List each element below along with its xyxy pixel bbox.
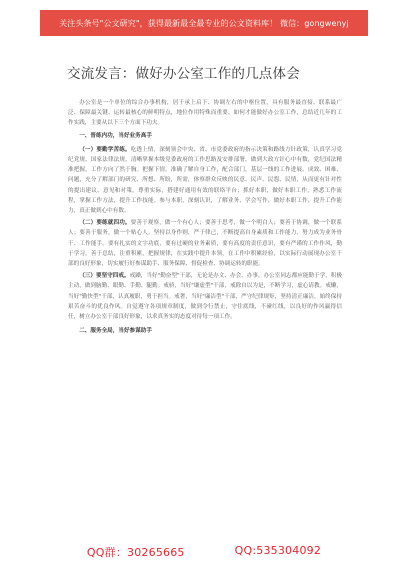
paragraph-2 — [68, 218, 342, 269]
paragraph-2-lead: （二）要练就四功。 — [79, 220, 131, 227]
paragraph-1 — [68, 145, 342, 216]
paragraph-1-text: 吃透上情，深刻领会中央、省、市党委政府的指示决策和路线方针政策，认真学习党纪党规、国家法律法规，清晰掌握本级党委政府的工作思路及安排部署，做到大政方针心中有数，党纪国法精准把握，工作方向了然于胸。把握下情，准确了解自身工作，配合部门，基层一线的工作进展、成效、困难、问题，充分了解部门的研究、所想、所盼，所需，体察群众反映的民意、民声、民怨、民情，从而更有针对性的提出建议、意见和对策。尊重实际，搭建好通用有效的联络平台；抓好本职，做好本职工作，熟悉工作流程，掌握工作方法，提升工作技能。参与本职，深刻认识，了解业务，学会写作，做好本职工作，提升工作能力，真正做到心中有数。 — [68, 146, 342, 215]
footer-qq-group: QQ群：30265665 — [86, 546, 185, 559]
article-body — [68, 98, 342, 340]
intro-paragraph: 办公室是一个单位的综合办事机构，居于承上启下、协调左右的中枢位置，具有服务最直接、联系最广泛、保障最关键、运转最核心的鲜明特点，地位作用特殊而重要。如何才能做好办公室工作，总结近几年的工作实践，主要从以下三个方面下功夫。 — [68, 100, 342, 127]
paragraph-3-lead: （三）要坚守四戒。 — [79, 273, 130, 280]
section-heading-2: 二、服务全局，当好参谋助手 — [79, 328, 152, 335]
promo-banner-text: 关注头条号"公文研究"，获得最新最全最专业的公文资料库！ 微信：gongwenyj — [59, 18, 349, 28]
paragraph-2-text: 要善于观察，做一个有心人；要善于思考，做一个明白人；要善于协调，做一个联系人；要善于服务，做一个贴心人。坚持以身作则，严于律己，不断提高自身素质和工作能力，努力成为业务骨干、工作能手。要有扎实的文字功底，要有过硬的业务素质，要有高度的责任意识，要有严谨的工作作风，勤于学习，善于总结，注重积累，把握规律，在实践中提升本领，在工作中积累经验，以实际行动展现办公室干部的良好形象，切实履行好参谋助手、服务保障、督促检查、协调运转的职能。 — [68, 220, 342, 268]
footer-qq: QQ:535304092 — [234, 544, 322, 557]
footer-contact — [0, 544, 408, 560]
page-title: 交流发言：做好办公室工作的几点体会 — [67, 66, 300, 82]
section-heading-1: 一、晋练内功，当好业务高手 — [79, 132, 152, 139]
promo-banner[interactable] — [40, 10, 368, 36]
paragraph-3 — [68, 271, 342, 322]
paragraph-3-text: 戒躁，当好"勤奋型"干部，无论是办文、办会、办事，办公室同志都应能勤于学，积极主动，做到脑勤、眼勤、手勤、腿勤。戒骄，当好"谦虚型"干部，戒除自以为是，不断学习，虚心请教。戒懒，当好"勤快型"干部，认真履职，勇于担当。戒奢，当好"廉洁型"干部，严守纪律规矩，坚持清正廉洁，始终保持艰苦奋斗的优良作风。自觉遵守各项规章制度，做到令行禁止，守住底线，不碰红线，以良好的作风赢得信任，树立办公室干部良好形象，以求真务实的态度对待每一项工作。 — [68, 273, 342, 321]
paragraph-1-lead: （一）要勤学苦练。 — [79, 146, 131, 153]
